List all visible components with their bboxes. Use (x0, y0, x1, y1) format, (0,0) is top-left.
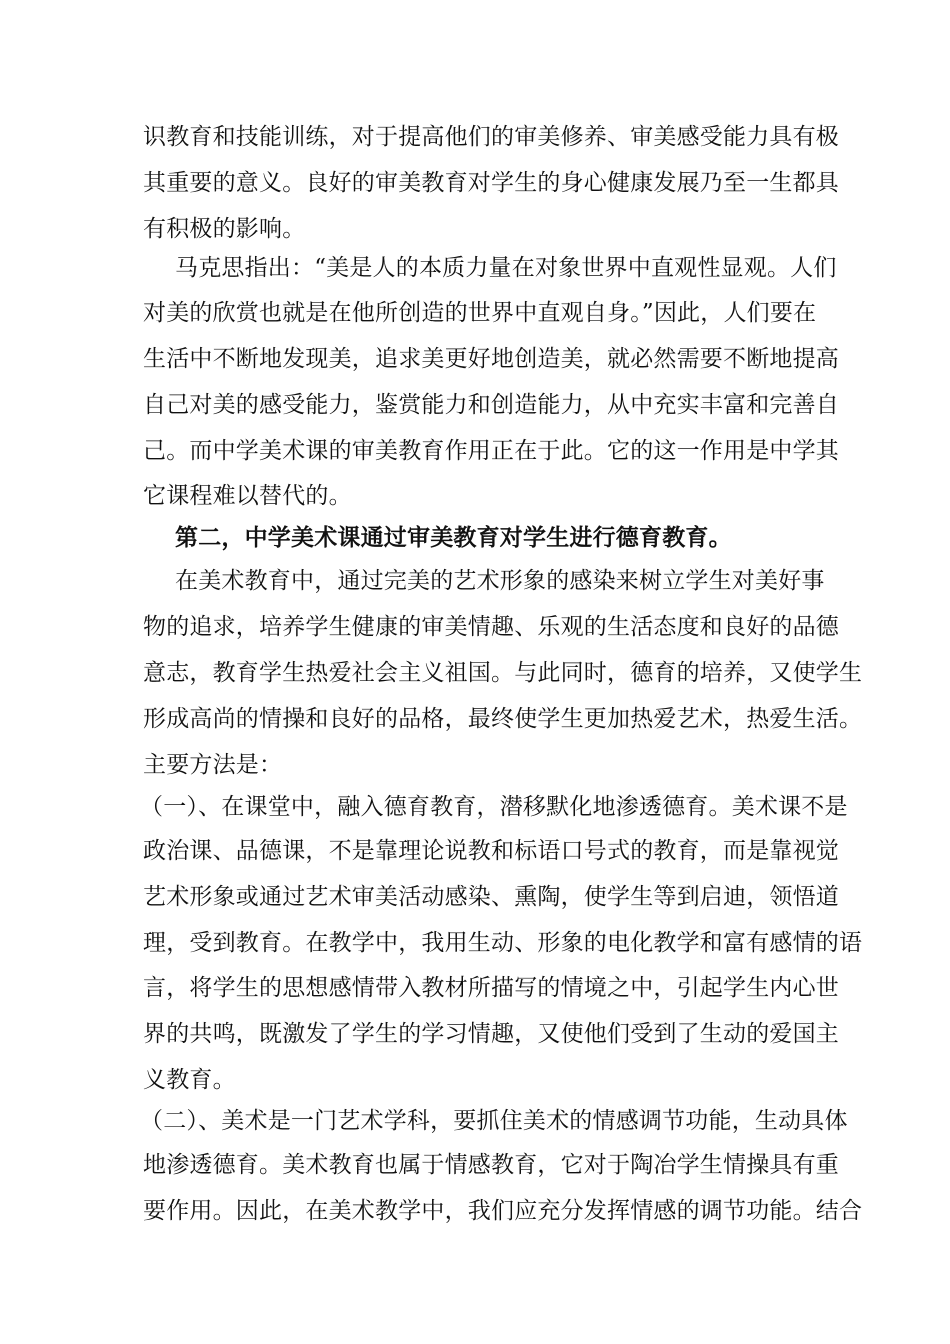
text-line: 界的共鸣，既激发了学生的学习情趣，又使他们受到了生动的爱国主 (143, 1021, 839, 1047)
text-line: 自己对美的感受能力，鉴赏能力和创造能力，从中充实丰富和完善自 (143, 392, 839, 418)
text-line: 要作用。因此，在美术教学中，我们应充分发挥情感的调节功能。结合 (143, 1198, 863, 1224)
text-line: 其重要的意义。良好的审美教育对学生的身心健康发展乃至一生都具 (143, 170, 839, 196)
text-line: 识教育和技能训练，对于提高他们的审美修养、审美感受能力具有极 (143, 124, 839, 150)
section-heading: 第二，中学美术课通过审美教育对学生进行德育教育。 (175, 524, 732, 551)
text-line: 主要方法是： (143, 752, 283, 778)
text-line: 己。而中学美术课的审美教育作用正在于此。它的这一作用是中学其 (143, 438, 839, 464)
text-line: 它课程难以替代的。 (143, 483, 352, 509)
text-line: 政治课、品德课，不是靠理论说教和标语口号式的教育，而是靠视觉 (143, 838, 839, 864)
text-line: 物的追求，培养学生健康的审美情趣、乐观的生活态度和良好的品德 (143, 614, 839, 640)
list-item-line: （二）、美术是一门艺术学科，要抓住美术的情感调节功能，生动具体 (140, 1108, 848, 1134)
text-line: 义教育。 (143, 1067, 236, 1093)
text-line: 生活中不断地发现美，追求美更好地创造美，就必然需要不断地提高 (143, 346, 839, 372)
text-line: 地渗透德育。美术教育也属于情感教育，它对于陶冶学生情操具有重 (143, 1152, 839, 1178)
paragraph-start-line: 马克思指出：“美是人的本质力量在对象世界中直观性显观。人们 (175, 255, 837, 281)
text-line: 形成高尚的情操和良好的品格，最终使学生更加热爱艺术，热爱生活。 (143, 706, 863, 732)
text-line: 理，受到教育。在教学中，我用生动、形象的电化教学和富有感情的语 (143, 930, 863, 956)
text-line: 艺术形象或通过艺术审美活动感染、熏陶，使学生等到启迪，领悟道 (143, 884, 839, 910)
paragraph-start-line: 在美术教育中，通过完美的艺术形象的感染来树立学生对美好事 (175, 568, 825, 594)
list-item-line: （一）、在课堂中，融入德育教育，潜移默化地渗透德育。美术课不是 (140, 794, 848, 820)
text-line: 有积极的影响。 (143, 216, 306, 242)
text-line: 对美的欣赏也就是在他所创造的世界中直观自身。”因此，人们要在 (143, 300, 817, 326)
text-line: 意志，教育学生热爱社会主义祖国。与此同时，德育的培养，又使学生 (143, 660, 863, 686)
text-line: 言，将学生的思想感情带入教材所描写的情境之中，引起学生内心世 (143, 975, 839, 1001)
